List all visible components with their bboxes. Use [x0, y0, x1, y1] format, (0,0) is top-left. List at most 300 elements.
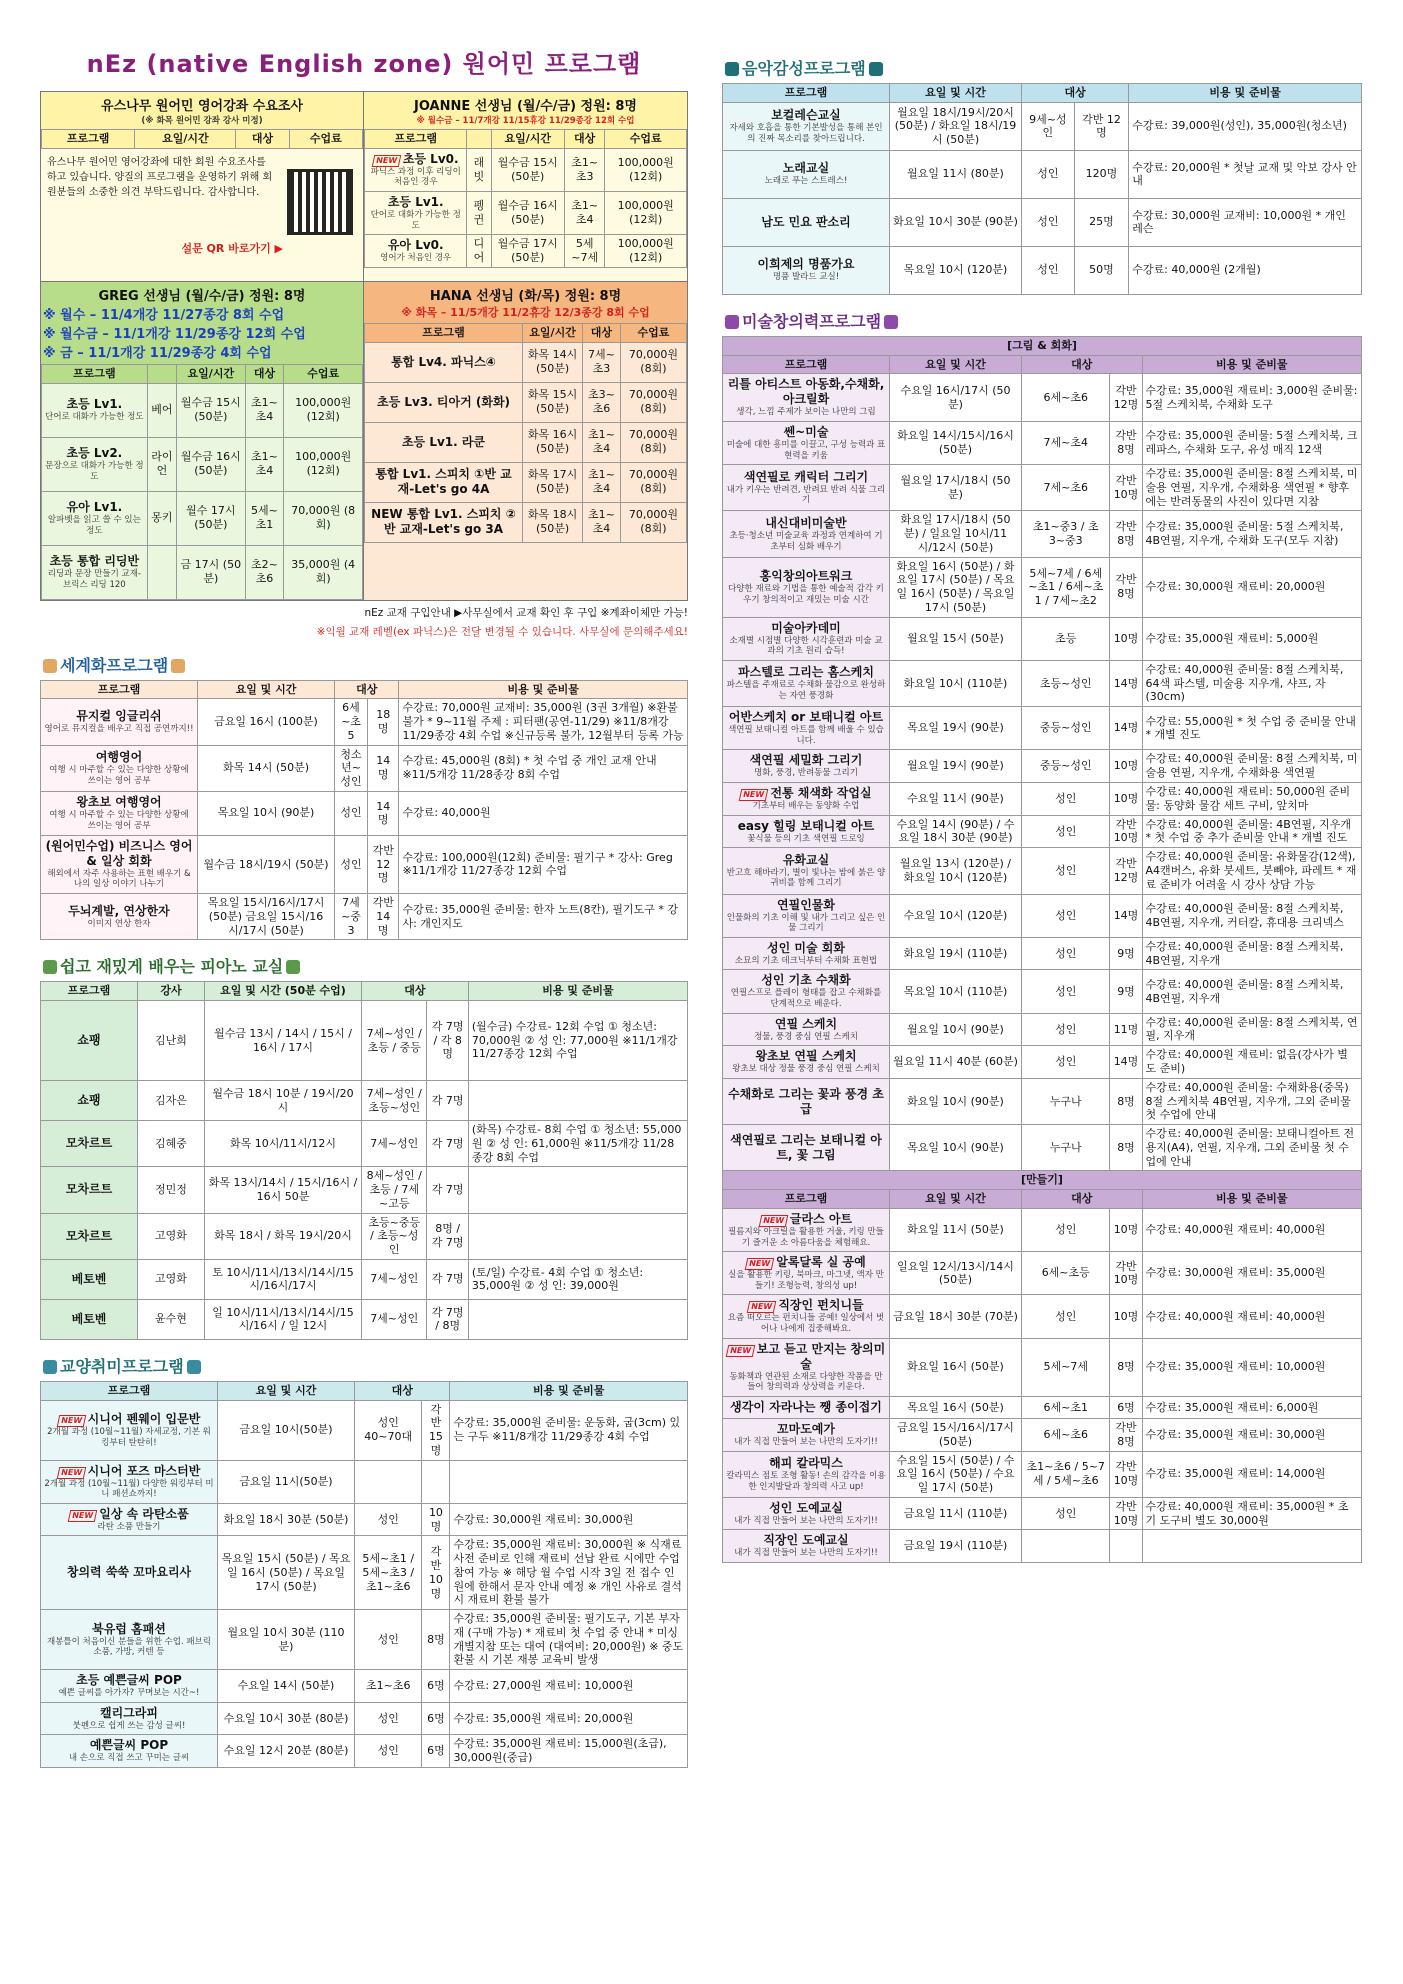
capacity-cell: 각반 15명 — [422, 1400, 450, 1460]
table-row — [41, 1536, 688, 1610]
fee-cell: 100,000원 (12회) — [284, 437, 363, 491]
art-table: [그림 & 회화] 프로그램 요일 및 시간 대상 비용 및 준비물 리틀 아티스트 아동화,수채화,아크릴화 생각, 느낌 주제가 보이는 나만의 그림 수요일 16시/17시 (50분) 6세~초6 각반 12명 수강료: 35,000원 재료비: 3,000원 준비물: 5절 스케치북, 수채화 도구 쎈~미술 미술에 대한 흥미를 이끌고, 구성 능력과 표현력을 키움 화요일 14시/15시/16시 (50분) 7세~초4 각반 8명 수강료: 35,000원 준비물: 5절 스케치북, 크레파스, 수채화 도구, 유성 매직 12색 색연필로 캐릭터 그리기 내가 키우는 반려견, 반려묘 반려 식물 그리기 월요일 17시/18시 (50분) 7세~초6 각반 10명 수강료: 35,000원 준비물: 8절 스케치북, 미술용 연필, 지우개, 수채화용 색연필 * 향후에는 반려동물의 사진이 있다면 지참 내신대비미술반 초등·청소년 미술교육 과정과 연계하여 기초부터 심화 배우기 화요일 17시/18시 (50분) / 일요일 10시/11시/12시 (50분) 초1~중3 / 초3~중3 각반 8명 수강료: 35,000원 준비물: 5절 스케치북, 4B연필, 지우개, 수채화 도구(모두 지참) 홍익창의아트워크 다양한 재료와 기법을 통한 예술적 감각 키우기 창의적이고 재밌는 미술 시간 화요일 16시 (50분) / 화요일 17시 (50분) / 목요일 16시 (50분) / 목요일 17시 (50분) 5세~7세 / 6세~초1 / 6세~초1 / 7세~초2 각반 8명 수강료: 30,000원 재료비: 20,000원 미술아카데미 소재별 시점별 다양한 시각훈련과 미술 교과의 기초 원리 습득! 월요일 15시 (50분) 초등 10명 수강료: 35,000원 재료비: 5,000원 파스텔로 그리는 홈스케치 파스텔을 주재료로 수채화 물감으로 완성하는 자연 풍경화 화요일 10시 (110분) 초등~성인 14명 수강료: 40,000원 준비물: 8절 스케치북, 64색 파스텔, 미술용 지우개, 샤프, 자(30cm) 어반스케치 or 보태니컬 아트 색연필 보태니컬 아트를 함께 배울 수 있습니다. 목요일 19시 (90분) 중등~성인 14명 수강료: 55,000원 * 첫 수업 중 준비물 안내 * 개별 진도 색연필 세밀화 그리기 명화, 풍경, 반려동물 그리기 월요일 19시 (90분) 중등~성인 10명 수강료: 40,000원 준비물: 8절 스케치북, 미술용 연필, 지우개, 수채화용 색연필 NEW 전통 채색화 작업실 기초부터 배우는 동양화 수업 수요일 11시 (90분) 성인 10명 수강료: 40,000원 재료비: 50,000원 준비물: 동양화 물감 세트 구비, 앞치마 easy 힐링 보태니컬 아트 꽃식물 등의 기초 색연필 드로잉 수요일 14시 (90분) / 수요일 18시 30분 (90분) 성인 각반 10명 수강료: 40,000원 준비물: 4B연필, 지우개 * 첫 수업 중 추가 준비물 안내 * 개별 진도 유화교실 반고흐 해바라기, 별이 빛나는 밤에 붉은 양귀비를 함께 그리기 월요일 13시 (120분) / 화요일 10시 (120분) 성인 각반 12명 수강료: 40,000원 준비물: 유화물감(12색), A4캔버스, 유화 붓세트, 붓빼야, 파레트 * 재료 준비가 어려울 시 강사 상담 가능 연필인물화 인물화의 기초 이해 및 내가 그리고 싶은 인물 그리기 수요일 10시 (120분) 성인 14명 수강료: 40,000원 준비물: 8절 스케치북, 4B연필, 지우개, 커터칼, 휴대용 크리넥스 성인 미술 회화 소묘의 기초 데크닉부터 수채화 표현법 화요일 19시 (110분) 성인 9명 수강료: 40,000원 준비물: 8절 스케치북, 4B연필, 지우개 성인 기초 수채화 연필스프로 플레이 형태를 잡고 수채화를 단계적으로 배운다. 목요일 10시 (110분) 성인 9명 수강료: 40,000원 준비물: 8절 스케치북, 4B연필, 지우개 연필 스케치 정물, 풍경 중심 연필 스케치 월요일 10시 (90분) 성인 11명 수강료: 40,000원 준비물: 8절 스케치북, 연필, 지우개 왕초보 연필 스케치 왕초보 대상 정물 풍경 중심 연필 스케치 월요일 11시 40분 (60분) 성인 14명 수강료: 40,000원 재료비: 없음(강사가 별도 준비) 수채화로 그리는 꽃과 풍경 초급 화요일 10시 (90분) 누구나 8명 수강료: 40,000원 준비물: 수채화용(중목) 8절 스케치북 4B연필, 지우개, 그외 준비물 첫 수업에 안내 색연필로 그리는 보태니컬 아트, 꽃 그림 목요일 10시 (90분) 누구나 8명 수강료: 40,000원 준비물: 보태니컬아트 전용지(A4), 연필, 지우개, 그외 준비물 첫 수업에 안내 [만들기] 프로그램 요일 및 시간 대상 비용 및 준비물 NEW 글라스 아트 필름지와 아크릴을 활용한 거울, 키링 만들기 즐거운 소 아름다움을 체험해요. 화요일 11시 (50분) 성인 10명 수강료: 40,000원 재료비: 40,000원 NEW 알록달록 실 공예 실을 활용한 키링, 북마크, 마그넷, 액자 만들기! 조형능력, 창의성 up! 일요일 12시/13시/14시 (50분) 6세~초등 각반 10명 수강료: 30,000원 재료비: 35,000원 NEW 직장인 펀치니들 요즘 떠오르는 펀치니들 공예! 일상에서 벗어나 나에게 집중해봐요. 금요일 18시 30분 (70분) 성인 10명 수강료: 40,000원 재료비: 40,000원 NEW 보고 듣고 만지는 창의미술 동화책과 연관된 소재로 다양한 작품을 만들어 창의력과 상상력을 키운다. 화요일 16시 (50분) 5세~7세 8명 수강료: 35,000원 재료비: 10,000원 생각이 자라나는 쨍 종이접기 목요일 16시 (50분) 6세~초1 6명 수강료: 35,000원 재료비: 6,000원 꼬마도예가 내가 직접 만들어 보는 나만의 도자기!! 금요일 15시/16시/17시 (50분) 6세~초6 각반 8명 수강료: 35,000원 재료비: 30,000원 해피 칼라믹스 칼라믹스 점토 조형 활동! 손의 감각을 이용한 인지발달과 창의력 사고 up! 수요일 15시 (50분) / 수요일 16시 (50분) / 수요일 17시 (50분) 초1~초6 / 5~7세 / 5세~초6 각반 10명 수강료: 35,000원 재료비: 14,000원 성인 도예교실 내가 직접 만들어 보는 나만의 도자기!! 금요일 11시 (110분) 성인 각반 10명 수강료: 40,000원 재료비: 35,000원 * 초기 도구비 별도 30,000원 직장인 도예교실 내가 직접 만들어 보는 나만의 도자기!! 금요일 19시 (110분) — [722, 336, 1362, 1563]
program-desc: 동화책과 연관된 소재로 다양한 작품을 만들어 창의력과 상상력을 키운다. — [729, 1371, 883, 1393]
table-row — [723, 1338, 1362, 1396]
table-row — [41, 1259, 688, 1299]
survey-panel — [41, 92, 364, 281]
time-cell: 화목 14시 (50분) — [523, 342, 583, 382]
time-cell: 목요일 16시 (50분) — [890, 1396, 1022, 1418]
cost-cell: 수강료: 45,000원 (8회) * 첫 수업 중 개인 교재 안내 ※11/5개강 11/28종강 8회 수업 — [399, 745, 688, 791]
cost-cell: 수강료: 35,000원 재료비: 5,000원 — [1142, 617, 1361, 660]
teacher-cell: 김자은 — [138, 1081, 205, 1121]
program-cell — [41, 1610, 218, 1670]
culture-table: 프로그램 요일 및 시간 대상 비용 및 준비물 NEW 시니어 펜웨이 입문반 2개월 과정 (10월~11월) 자세교정, 기본 워킹부터 탄탄히! 금요일 10시(50분) 성인 40~70대 각반 15명 수강료: 35,000원 준비물: 운동화, 굽(3cm) 있는 구두 ※11/8개강 11/29종강 4회 수업 NEW 시니어 포즈 마스터반 2개월 과정 (10월~11월) 다양한 워킹부터 미니 패션쇼까지! 금요일 11시(50분) NEW 일상 속 라탄소품 라탄 소품 만들기 화요일 18시 30분 (50분) 성인 10명 수강료: 30,000원 재료비: 30,000원 창의력 쑥쑥 꼬마요리사 목요일 15시 (50분) / 목요일 16시 (50분) / 목요일 17시 (50분) 5세~초1 / 5세~초3 / 초1~초6 각반 10명 수강료: 35,000원 재료비: 30,000원 ※ 식재료 사전 준비로 인해 재료비 선납 완료 시에만 수업 참여 가능 ※ 해당 월 수업 시작 3일 전 접수 인원에 한해서 문자 안내 예정 ※ 개인 사유로 결석 시 재료비 환불 불가 북유럽 홈패션 재봉틀이 처음이신 분들을 위한 수업. 패브릭소품, 가방, 커텐 등 월요일 10시 30분 (110분) 성인 8명 수강료: 35,000원 준비물: 필기도구, 기본 부자재 (구매 가능) * 재료비 첫 수업 중 안내 * 미싱 개별지참 또는 대여 (대여비: 20,000원) ※ 중도 환불 시 기본 재봉 교육비 발생 초등 예쁜글씨 POP 예쁜 글씨를 아가자? 꾸며보는 시간~! 수요일 14시 (50분) 초1~초6 6명 수강료: 27,000원 재료비: 10,000원 캘리그라피 붓펜으로 쉽게 쓰는 감성 글씨! 수요일 10시 30분 (80분) 성인 6명 수강료: 35,000원 재료비: 20,000원 예쁜글씨 POP 내 손으로 직접 쓰고 꾸미는 글씨 수요일 12시 20분 (80분) 성인 6명 수강료: 35,000원 재료비: 15,000원(초급), 30,000원(중급) — [40, 1381, 688, 1768]
program-name: 남도 민요 판소리 — [761, 214, 851, 229]
capacity-cell: 각반 10명 — [1110, 1252, 1142, 1295]
target-cell: 성인 — [1022, 937, 1110, 970]
capacity-cell: 10명 — [1110, 750, 1142, 783]
time-cell: 월수금 15시 (50분) — [491, 148, 564, 191]
program-name: 시니어 포즈 마스터반 — [87, 1463, 201, 1478]
program-cell — [41, 791, 198, 835]
time-cell: 화목 10시/11시/12시 — [205, 1121, 362, 1167]
program-name: 이희제의 명품가요 — [757, 257, 855, 272]
table-row — [41, 1702, 688, 1735]
art-section-title: 미술창의력프로그램 — [722, 309, 1362, 332]
fee-cell: 100,000원 (12회) — [605, 192, 687, 235]
program-desc: 꽃식물 등의 기초 색연필 드로잉 — [747, 833, 865, 844]
capacity-cell: 25명 — [1074, 198, 1129, 246]
time-cell: 월수금 16시 (50분) — [177, 437, 246, 491]
program-cell — [723, 1208, 890, 1251]
table-row — [41, 1670, 688, 1703]
program-name: 홍익창의아트워크 — [759, 569, 853, 583]
book-note: nEz 교재 구입안내 ▶사무실에서 교재 확인 후 구입 ※계좌이체만 가능! — [364, 606, 688, 619]
capacity-cell: 11명 — [1110, 1013, 1142, 1046]
new-badge: NEW — [68, 1510, 98, 1522]
music-table: 프로그램 요일 및 시간 대상 비용 및 준비물 보컬레슨교실 자세와 호흡을 통한 기본발성을 통해 본인의 진짜 목소리를 찾아드립니다. 월요일 18시/19시/20시 (50분) / 화요일 18시/19시 (50분) 9세~성인 각반 12명 수강료: 39,000원(성인), 35,000원(청소년) 노래교실 노래로 푸는 스트레스! 월요일 11시 (80분) 성인 120명 수강료: 20,000원 * 첫날 교재 및 악보 강사 안내 남도 민요 판소리 화요일 10시 30분 (90분) 성인 25명 수강료: 30,000원 교재비: 10,000원 * 개인 레슨 이희제의 명품가요 명품 발라드 교실! 목요일 10시 (120분) 성인 50명 수강료: 40,000원 (2개월) — [722, 83, 1362, 295]
program-name: 성인 기초 수채화 — [761, 973, 851, 988]
capacity-cell: 각반 10명 — [1110, 1497, 1142, 1530]
program-name: 초등 Lv1. — [387, 195, 444, 209]
joanne-heading: JOANNE 선생님 (월/수/금) 정원: 8명 ※ 월수금 – 11/7개강 11/15휴강 11/29종강 12회 수업 — [364, 92, 687, 129]
target-cell: 누구나 — [1022, 1078, 1110, 1124]
program-desc: 2개월 과정 (10월~11월) 다양한 워킹부터 미니 패션쇼까지! — [44, 1478, 214, 1500]
program-cell — [41, 1400, 218, 1460]
target-cell: 5세~초1 / 5세~초3 / 초1~초6 — [355, 1536, 422, 1610]
target-cell: 초1~초6 / 5~7세 / 5세~초6 — [1022, 1451, 1110, 1497]
time-cell: 화목 17시 (50분) — [523, 462, 583, 502]
target-cell: 성인 40~70대 — [355, 1400, 422, 1460]
target-cell: 성인 — [355, 1610, 422, 1670]
target-cell: 초1~초4 — [245, 437, 284, 491]
time-cell: 화요일 11시 (50분) — [890, 1208, 1022, 1251]
program-desc: 명품 발라드 교실! — [772, 272, 840, 283]
program-name: 초등 통합 리딩반 — [49, 553, 140, 568]
program-cell — [723, 894, 890, 937]
program-cell — [723, 1252, 890, 1295]
program-desc: 내가 직접 만들어 보는 나만의 도자기!! — [734, 1436, 878, 1447]
capacity-cell: 8명 — [1110, 1078, 1142, 1124]
time-cell: 수요일 14시 (90분) / 수요일 18시 30분 (90분) — [890, 815, 1022, 848]
target-cell: 성인 — [1022, 815, 1110, 848]
capacity-cell: 6명 — [422, 1735, 450, 1768]
target-cell: 성인 — [1022, 783, 1110, 816]
target-cell: 7세~초6 — [1022, 465, 1110, 511]
new-badge: NEW — [372, 155, 402, 167]
program-name: 내신대비미술반 — [765, 515, 847, 530]
cost-cell: 수강료: 35,000원 준비물: 필기도구, 기본 부자재 (구매 가능) * 재료비 첫 수업 중 안내 * 미싱 개별지참 또는 대여 (대여비: 20,000원) ※ 중도 환불 시 기본 재봉 교육비 발생 — [450, 1610, 688, 1670]
table-row — [41, 1121, 688, 1167]
program-name: 글라스 아트 — [789, 1211, 853, 1226]
fee-cell: 70,000원 (8회) — [620, 382, 686, 422]
program-desc: 명화, 풍경, 반려동물 그리기 — [754, 768, 858, 779]
program-name: 왕초보 여행영어 — [76, 795, 162, 810]
time-cell: 월수금 18시/19시 (50분) — [198, 835, 335, 893]
program-name: 전통 채색화 작업실 — [770, 786, 872, 800]
program-cell — [723, 1295, 890, 1338]
program-cell: 통합 Lv1. 스피치 ①반 교재-Let's go 4A — [365, 462, 523, 502]
native-program-box — [40, 91, 688, 601]
table-row — [723, 1078, 1362, 1124]
program-cell: 베토벤 — [41, 1259, 138, 1299]
program-name: 연필 스케치 — [774, 1016, 838, 1031]
program-desc: 알파벳을 읽고 쓸 수 있는 정도 — [47, 514, 141, 536]
table-row — [41, 1001, 688, 1081]
table-row — [365, 422, 687, 462]
capacity-cell: 10명 — [1110, 617, 1142, 660]
time-cell: 화요일 10시 (110분) — [890, 660, 1022, 706]
table-row — [723, 246, 1362, 294]
time-cell: 화목 18시 (50분) — [523, 502, 583, 542]
target-cell: 청소년~성인 — [335, 745, 368, 791]
program-cell — [723, 750, 890, 783]
table-row — [41, 894, 688, 940]
time-cell: 목요일 10시 (110분) — [890, 970, 1022, 1013]
program-name: 성인 미술 회화 — [767, 940, 845, 955]
table-row — [723, 815, 1362, 848]
teacher-cell: 고영화 — [138, 1213, 205, 1259]
time-cell: 금요일 16시 (100분) — [198, 699, 335, 745]
target-cell: 성인 — [1022, 1013, 1110, 1046]
target-cell: 5세~7세 — [1022, 1338, 1110, 1396]
program-name: 보컬레슨교실 — [771, 108, 841, 123]
target-cell: 초1~초4 — [583, 422, 621, 462]
table-row — [41, 1213, 688, 1259]
program-desc: 반고흐 해바라기, 별이 빛나는 밤에 붉은 양귀비를 함께 그리기 — [726, 867, 886, 889]
culture-section-title: 교양취미프로그램 — [40, 1354, 688, 1377]
table-row — [723, 198, 1362, 246]
cost-cell: 수강료: 40,000원 준비물: 8절 스케치북, 4B연필, 지우개 — [1142, 970, 1361, 1013]
capacity-cell: 각반 10명 — [1110, 815, 1142, 848]
program-name: 색연필 세밀화 그리기 — [749, 753, 863, 768]
cost-cell — [468, 1299, 687, 1339]
cost-cell: 수강료: 35,000원 재료비: 3,000원 준비물: 5절 스케치북, 수채화 도구 — [1142, 374, 1361, 422]
new-badge: NEW — [56, 1467, 86, 1479]
capacity-cell: 8명 — [1110, 1125, 1142, 1171]
target-cell: 7세~초3 — [583, 342, 621, 382]
cost-cell: 수강료: 30,000원 재료비: 35,000원 — [1142, 1252, 1361, 1295]
target-cell: 5세~7세 / 6세~초1 / 6세~초1 / 7세~초2 — [1022, 557, 1110, 617]
table-row — [41, 1503, 688, 1536]
fee-cell: 100,000원 (12회) — [605, 148, 687, 191]
time-cell: 수요일 16시/17시 (50분) — [890, 374, 1022, 422]
program-desc: 해외에서 자주 사용하는 표현 배우기 & 나의 일상 이야기 나누기 — [47, 868, 191, 890]
target-cell: 초등 — [1022, 617, 1110, 660]
program-desc: 초등·청소년 미술교육 과정과 연계하여 기초부터 심화 배우기 — [729, 530, 883, 552]
table-row — [41, 745, 688, 791]
capacity-cell: 각반 12명 — [1110, 848, 1142, 894]
program-name: 왕초보 연필 스케치 — [755, 1049, 857, 1064]
time-cell: 목요일 10시 (120분) — [890, 246, 1022, 294]
cost-cell: 수강료: 35,000원 준비물: 8절 스케치북, 미술용 연필, 지우개, 수채화용 색연필 * 향후에는 반려동물의 사진이 있다면 지참 — [1142, 465, 1361, 511]
cost-cell: 수강료: 40,000원 재료비: 50,000원 준비물: 동양화 물감 세트 구비, 앞치마 — [1142, 783, 1361, 816]
capacity-cell: 각반 8명 — [1110, 421, 1142, 464]
time-cell: 수요일 14시 (50분) — [218, 1670, 355, 1703]
program-name: 초등 예쁜글씨 POP — [76, 1673, 182, 1688]
table-row — [723, 1208, 1362, 1251]
target-cell: 7세~초4 — [1022, 421, 1110, 464]
table-row — [41, 1081, 688, 1121]
greg-panel — [41, 281, 364, 600]
target-cell: 6세~초5 — [335, 699, 368, 745]
program-name: 생각이 자라나는 쨍 종이접기 — [730, 1399, 882, 1414]
capacity-cell: 각 7명 — [427, 1121, 468, 1167]
table-row — [41, 699, 688, 745]
table-row — [42, 383, 363, 437]
target-cell: 초2~초6 — [245, 545, 284, 599]
cost-cell: 수강료: 40,000원 재료비: 40,000원 — [1142, 1208, 1361, 1251]
time-cell: 월요일 11시 40분 (60분) — [890, 1046, 1022, 1079]
table-row — [41, 1735, 688, 1768]
table-row — [365, 342, 687, 382]
time-cell: 금요일 19시 (110분) — [890, 1530, 1022, 1563]
table-row — [723, 1013, 1362, 1046]
target-cell: 성인 — [335, 835, 368, 893]
new-badge: NEW — [747, 1301, 777, 1313]
program-cell: 모차르트 — [41, 1213, 138, 1259]
capacity-cell: 8명 / 각 7명 — [427, 1213, 468, 1259]
program-cell — [41, 894, 198, 940]
cost-cell: 수강료: 30,000원 재료비: 20,000원 — [1142, 557, 1361, 617]
capacity-cell: 10명 — [1110, 1208, 1142, 1251]
program-name: 유아 Lv1. — [66, 499, 123, 514]
table-row — [42, 491, 363, 545]
program-desc: 예쁜 글씨를 아가자? 꾸며보는 시간~! — [58, 1688, 200, 1699]
cost-cell: 수강료: 30,000원 재료비: 30,000원 — [450, 1503, 688, 1536]
program-cell: 통합 Lv4. 파닉스④ — [365, 342, 523, 382]
target-cell: 성인 — [1022, 198, 1075, 246]
cost-cell — [1142, 1530, 1361, 1563]
target-cell: 7세~성인 / 초등 / 중등 — [362, 1001, 427, 1081]
program-desc: 칼라믹스 점토 조형 활동! 손의 감각을 이용한 인지발달과 창의력 사고 up! — [726, 1471, 886, 1492]
class-name: 베어 — [147, 383, 176, 437]
program-cell — [42, 545, 148, 599]
program-name: 연필인물화 — [777, 897, 835, 912]
headphones-icon — [725, 62, 739, 76]
cost-cell: 수강료: 40,000원 준비물: 8절 스케치북, 4B연필, 지우개, 커터칼, 휴대용 크리넥스 — [1142, 894, 1361, 937]
time-cell: 목요일 19시 (90분) — [890, 707, 1022, 750]
time-cell: 월수금 16시 (50분) — [491, 192, 564, 235]
time-cell: 금 17시 (50분) — [177, 545, 246, 599]
cost-cell: (월수금) 수강료- 12회 수업 ① 청소년: 70,000원 ② 성 인: 77,000원 ※11/1개강 11/27종강 12회 수업 — [468, 1001, 687, 1081]
capacity-cell: 각반 14명 — [367, 894, 398, 940]
target-cell: 성인 — [355, 1735, 422, 1768]
time-cell: 수요일 11시 (90분) — [890, 783, 1022, 816]
capacity-cell: 각반 8명 — [1110, 557, 1142, 617]
capacity-cell: 6명 — [422, 1670, 450, 1703]
capacity-cell: 14명 — [1110, 660, 1142, 706]
fee-cell: 70,000원 (8회) — [620, 462, 686, 502]
table-row — [723, 1530, 1362, 1563]
piano-table: 프로그램 강사 요일 및 시간 (50분 수업) 대상 비용 및 준비물 쇼팽 김난희 월수금 13시 / 14시 / 15시 / 16시 / 17시 7세~성인 / 초등 / 중등 각 7명 / 각 8명 (월수금) 수강료- 12회 수업 ① 청소년: 70,000원 ② 성 인: 77,000원 ※11/1개강 11/27종강 12회 수업 쇼팽 김자은 월수금 18시 10분 / 19시/20시 7세~성인 / 초등~성인 각 7명 모차르트 김혜중 화목 10시/11시/12시 7세~성인 각 7명 (화목) 수강료- 8회 수업 ① 청소년: 55,000원 ② 성 인: 61,000원 ※11/5개강 11/28종강 8회 수업 모차르트 정민정 화목 13시/14시 / 15시/16시 / 16시 50분 8세~성인 / 초등 / 7세~고등 각 7명 모차르트 고영화 화목 18시 / 화목 19시/20시 초등~중등 / 초등~성인 8명 / 각 7명 베토벤 고영화 토 10시/11시/13시/14시/15시/16시/17시 7세~성인 각 7명 (토/일) 수강료- 4회 수업 ① 청소년: 35,000원 ② 성 인: 39,000원 베토벤 윤수현 일 10시/11시/13시/14시/15시/16시 / 일 12시 7세~성인 각 7명 / 8명 — [40, 981, 688, 1340]
target-cell: 성인 — [1022, 1497, 1110, 1530]
survey-cols: 프로그램 요일/시간 대상 수업료 — [41, 129, 363, 149]
capacity-cell: 14명 — [1110, 707, 1142, 750]
program-cell: 모차르트 — [41, 1167, 138, 1213]
fee-cell: 70,000원 (8회) — [620, 502, 686, 542]
time-cell: 월수금 15시 (50분) — [177, 383, 246, 437]
table-row — [723, 783, 1362, 816]
cost-cell: 수강료: 40,000원 준비물: 8절 스케치북, 연필, 지우개 — [1142, 1013, 1361, 1046]
class-name: 라이언 — [147, 437, 176, 491]
program-desc: 미술에 대한 흥미를 이끌고, 구성 능력과 표현력을 키움 — [726, 439, 886, 461]
program-cell — [723, 421, 890, 464]
program-name: 미술아카데미 — [771, 620, 841, 635]
program-cell — [723, 1451, 890, 1497]
capacity-cell: 14명 — [367, 745, 398, 791]
target-cell: 7세~성인 — [362, 1299, 427, 1339]
program-cell — [723, 1338, 890, 1396]
class-name: 펭귄 — [467, 192, 491, 235]
time-cell: 일 10시/11시/13시/14시/15시/16시 / 일 12시 — [205, 1299, 362, 1339]
heart-icon — [187, 1360, 201, 1374]
program-name: 수채화로 그리는 꽃과 풍경 초급 — [728, 1086, 884, 1116]
program-desc: 단어로 대화가 가능한 정도 — [370, 210, 461, 231]
program-cell — [41, 1503, 218, 1536]
program-cell — [41, 1735, 218, 1768]
table-row — [365, 382, 687, 422]
program-cell — [41, 1460, 218, 1503]
capacity-cell: 각반 10명 — [1110, 465, 1142, 511]
time-cell: 월요일 13시 (120분) / 화요일 10시 (120분) — [890, 848, 1022, 894]
program-cell — [723, 102, 890, 150]
time-cell: 화요일 16시 (50분) / 화요일 17시 (50분) / 목요일 16시 (50분) / 목요일 17시 (50분) — [890, 557, 1022, 617]
headphones-icon — [869, 62, 883, 76]
program-desc: 재봉틀이 처음이신 분들을 위한 수업. 패브릭소품, 가방, 커텐 등 — [46, 1636, 211, 1658]
teacher-cell: 고영화 — [138, 1259, 205, 1299]
target-cell: 성인 — [1022, 1295, 1110, 1338]
cost-cell — [468, 1081, 687, 1121]
program-desc: 자세와 호흡을 통한 기본발성을 통해 본인의 진짜 목소리를 찾아드립니다. — [729, 123, 883, 144]
program-name: 예쁜글씨 POP — [89, 1738, 169, 1753]
time-cell: 목요일 10시 (90분) — [890, 1125, 1022, 1171]
target-cell: 7세~성인 / 초등~성인 — [362, 1081, 427, 1121]
cost-cell: 수강료: 40,000원 준비물: 8절 스케치북, 미술용 연필, 지우개, 수채화용 색연필 — [1142, 750, 1361, 783]
program-cell — [723, 617, 890, 660]
target-cell: 6세~초1 — [1022, 1396, 1110, 1418]
cost-cell: 수강료: 35,000원 재료비: 30,000원 ※ 식재료 사전 준비로 인해 재료비 선납 완료 시에만 수업 참여 가능 ※ 해당 월 수업 시작 3일 전 접수 인원에 한해서 문자 안내 예정 ※ 개인 사유로 결석 시 재료비 환불 불가 — [450, 1536, 688, 1610]
cost-cell: 수강료: 27,000원 재료비: 10,000원 — [450, 1670, 688, 1703]
capacity-cell: 8명 — [1110, 1338, 1142, 1396]
target-cell: 중등~성인 — [1022, 750, 1110, 783]
cost-cell: (토/일) 수강료- 4회 수업 ① 청소년: 35,000원 ② 성 인: 39,000원 — [468, 1259, 687, 1299]
time-cell: 월요일 10시 30분 (110분) — [218, 1610, 355, 1670]
fee-cell: 70,000원 (8회) — [284, 491, 363, 545]
program-cell — [723, 374, 890, 422]
program-desc: 기초부터 배우는 동양화 수업 — [752, 801, 860, 811]
program-name: 초등 Lv2. — [66, 445, 123, 460]
table-row — [723, 1295, 1362, 1338]
cost-cell: 수강료: 40,000원 재료비: 40,000원 — [1142, 1295, 1361, 1338]
cost-cell: 수강료: 55,000원 * 첫 수업 중 준비물 안내 * 개별 진도 — [1142, 707, 1361, 750]
program-desc: 파닉스 과정 이후 리딩이 처음인 경우 — [370, 166, 461, 188]
capacity-cell: 10명 — [1110, 1295, 1142, 1338]
piano-icon — [286, 960, 300, 974]
class-name: 몽키 — [147, 491, 176, 545]
class-name: 디어 — [467, 235, 491, 268]
time-cell: 목요일 10시 (90분) — [198, 791, 335, 835]
time-cell: 월수 17시 (50분) — [177, 491, 246, 545]
table-row — [723, 150, 1362, 198]
time-cell: 화요일 10시 (90분) — [890, 1078, 1022, 1124]
program-cell — [723, 1078, 890, 1124]
table-row — [723, 465, 1362, 511]
program-desc: 내가 키우는 반려견, 반려묘 반려 식물 그리기 — [726, 484, 886, 506]
capacity-cell: 각반 8명 — [1110, 1418, 1142, 1451]
table-row — [365, 502, 687, 542]
program-name: 어반스케치 or 보태니컬 아트 — [728, 710, 884, 725]
program-name: 두뇌계발, 연상한자 — [68, 903, 170, 918]
capacity-cell: 14명 — [367, 791, 398, 835]
qr-link[interactable]: 설문 QR 바로가기 ▶ — [181, 241, 283, 255]
program-cell — [723, 198, 890, 246]
program-cell — [365, 235, 467, 268]
cost-cell — [450, 1460, 688, 1503]
time-cell: 월요일 19시 (90분) — [890, 750, 1022, 783]
fee-cell: 100,000원 (12회) — [284, 383, 363, 437]
capacity-cell: 각반 12명 — [367, 835, 398, 893]
capacity-cell: 6명 — [422, 1702, 450, 1735]
qr-code-icon[interactable] — [287, 169, 353, 235]
program-desc: 여행 시 마주할 수 있는 다양한 상황에 쓰이는 영어 공부 — [49, 810, 189, 831]
program-cell — [723, 660, 890, 706]
program-name: 색연필로 캐릭터 그리기 — [743, 469, 869, 484]
table-row — [41, 1167, 688, 1213]
greg-table: 프로그램 요일/시간 대상 수업료 초등 Lv1. 단어로 대화가 가능한 정도 베어 월수금 15시 (50분) 초1~초4 100,000원 (12회) 초등 Lv2. 문장으로 대화가 가능한 정도 라이언 월수금 16시 (50분) 초1~초4 100,000원 (12회) 유아 Lv1. 알파벳을 읽고 쓸 수 있는 정도 몽키 월수 17시 (50분) 5세~초1 70,000원 (8회) 초등 통합 리딩반 리딩과 문장 만들기 교재-브릭스 리딩 120 금 17시 (50분) 초2~초6 35,000원 (4회) — [41, 364, 363, 600]
program-cell — [41, 1536, 218, 1610]
program-desc: 파스텔을 주재료로 수채화 물감으로 완성하는 자연 풍경화 — [726, 680, 886, 701]
table-row — [365, 148, 687, 191]
cost-cell: 수강료: 39,000원(성인), 35,000원(청소년) — [1129, 102, 1362, 150]
time-cell: 화요일 19시 (110분) — [890, 937, 1022, 970]
program-cell — [41, 1670, 218, 1703]
fee-cell: 100,000원 (12회) — [605, 235, 687, 268]
time-cell: 월요일 18시/19시/20시 (50분) / 화요일 18시/19시 (50분) — [890, 102, 1022, 150]
target-cell: 9세~성인 — [1022, 102, 1075, 150]
time-cell: 화요일 18시 30분 (50분) — [218, 1503, 355, 1536]
capacity-cell: 14명 — [1110, 1046, 1142, 1079]
time-cell: 화목 14시 (50분) — [198, 745, 335, 791]
cost-cell: 수강료: 40,000원 준비물: 8절 스케치북, 4B연필, 지우개 — [1142, 937, 1361, 970]
program-cell — [723, 970, 890, 1013]
target-cell: 성인 — [355, 1702, 422, 1735]
program-name: 리틀 아티스트 아동화,수채화,아크릴화 — [727, 377, 885, 407]
palette-icon — [725, 315, 739, 329]
hana-heading: HANA 선생님 (화/목) 정원: 8명 ※ 화목 – 11/5개강 11/2휴강 12/3종강 8회 수업 — [364, 282, 687, 323]
program-cell — [42, 383, 148, 437]
ribbon-icon — [43, 659, 57, 673]
table-row — [41, 791, 688, 835]
capacity-cell: 각 7명 — [427, 1081, 468, 1121]
cost-cell: 수강료: 100,000원(12회) 준비물: 필기구 * 강사: Greg ※11/1개강 11/27종강 12회 수업 — [399, 835, 688, 893]
table-row — [42, 437, 363, 491]
new-badge: NEW — [745, 1258, 775, 1270]
table-row — [723, 1396, 1362, 1418]
target-cell: 초1~초4 — [245, 383, 284, 437]
program-cell — [723, 1396, 890, 1418]
time-cell: 수요일 10시 (120분) — [890, 894, 1022, 937]
capacity-cell: 8명 — [422, 1610, 450, 1670]
capacity-cell: 각반 10명 — [1110, 1451, 1142, 1497]
capacity-cell: 50명 — [1074, 246, 1129, 294]
program-name: (원어민수업) 비즈니스 영어 & 일상 회화 — [45, 838, 193, 868]
time-cell: 월수금 18시 10분 / 19시/20시 — [205, 1081, 362, 1121]
global-table: 프로그램 요일 및 시간 대상 비용 및 준비물 뮤지컬 잉글리쉬 영어로 뮤지컬을 배우고 직접 공연까지!! 금요일 16시 (100분) 6세~초5 18명 수강료: 70,000원 교재비: 35,000원 (3권 3개월) ※환불 불가 * 9~11월 주제 : 피터팬(공연-11/29) ※11/8개강 11/29종강 4회 수업 ※신규등록 불가, 12월부터 등록 가능 여행영어 여행 시 마주할 수 있는 다양한 상황에 쓰이는 영어 공부 화목 14시 (50분) 청소년~성인 14명 수강료: 45,000원 (8회) * 첫 수업 중 개인 교재 안내 ※11/5개강 11/28종강 8회 수업 왕초보 여행영어 여행 시 마주할 수 있는 다양한 상황에 쓰이는 영어 공부 목요일 10시 (90분) 성인 14명 수강료: 40,000원 (원어민수업) 비즈니스 영어 & 일상 회화 해외에서 자주 사용하는 표현 배우기 & 나의 일상 이야기 나누기 월수금 18시/19시 (50분) 성인 각반 12명 수강료: 100,000원(12회) 준비물: 필기구 * 강사: Greg ※11/1개강 11/27종강 12회 수업 두뇌계발, 연상한자 이미지 연상 한자 목요일 15시/16시/17시 (50분) 금요일 15시/16시/17시 (50분) 7세~중3 각반 14명 수강료: 35,000원 준비물: 한자 노트(8칸), 필기도구 * 강사: 개인지도 — [40, 680, 688, 941]
time-cell: 수요일 15시 (50분) / 수요일 16시 (50분) / 수요일 17시 (50분) — [890, 1451, 1022, 1497]
capacity-cell: 9명 — [1110, 937, 1142, 970]
time-cell: 일요일 12시/13시/14시 (50분) — [890, 1252, 1022, 1295]
time-cell: 금요일 18시 30분 (70분) — [890, 1295, 1022, 1338]
